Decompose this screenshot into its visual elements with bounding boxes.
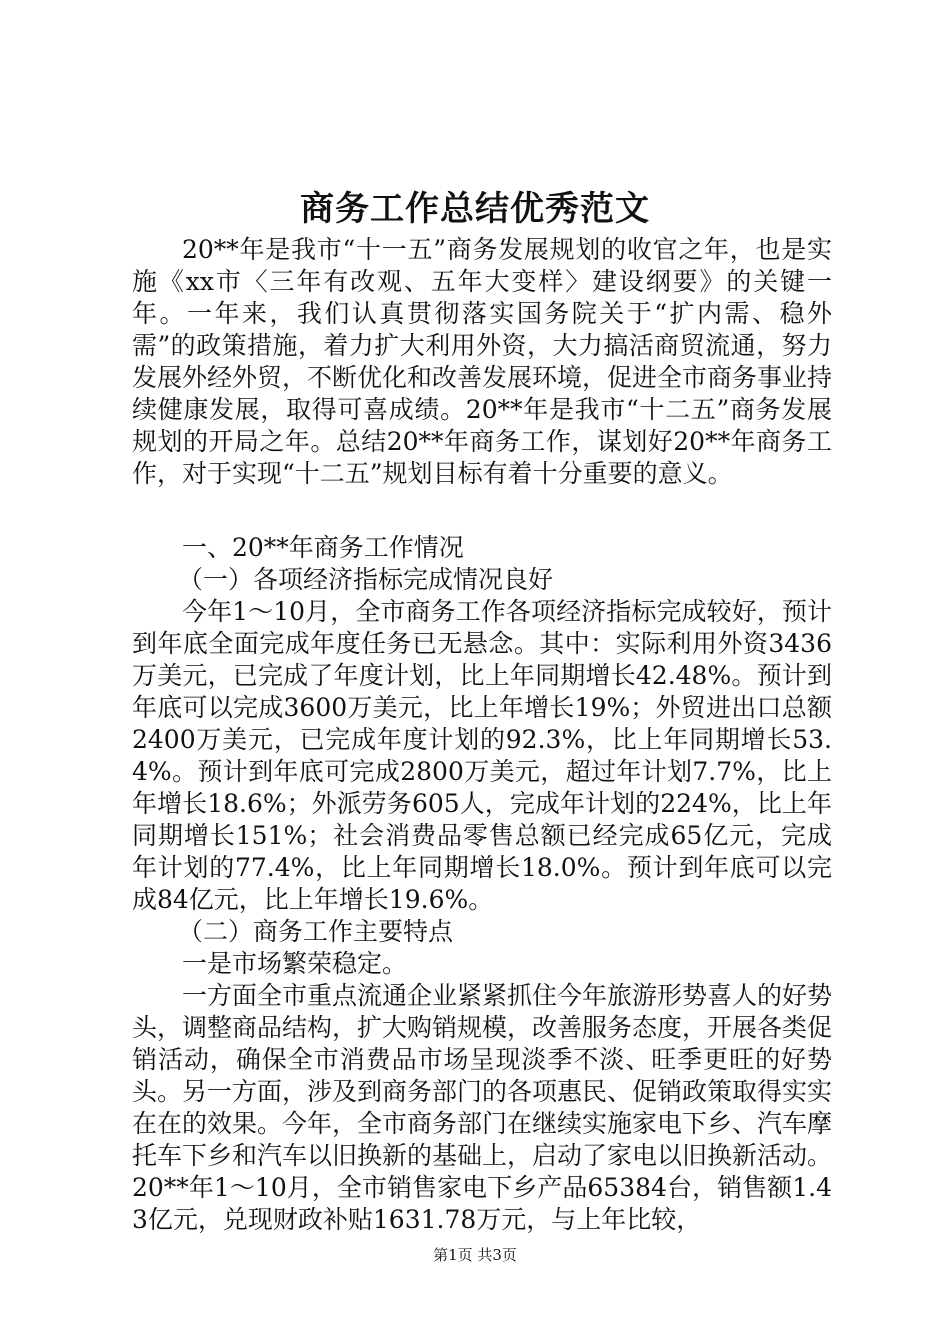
page-footer: 第1页 共3页 xyxy=(433,1246,517,1264)
intro-paragraph: 20**年是我市“十一五”商务发展规划的收官之年，也是实施《xx市〈三年有改观、五年大变样〉建设纲要》的关键一年。一年来，我们认真贯彻落实国务院关于“扩内需、稳外需”的政策措施，着力扩大利用外资，大力搞活商贸流通，努力发展外经外贸，不断优化和改善发展环境，促进全市商务事业持续健康发展，取得可喜成绩。20**年是我市“十二五”商务发展规划的开局之年。总结20**年商务工作，谋划好20**年商务工作，对于实现“十二五”规划目标有着十分重要的意义。 xyxy=(132,235,833,488)
subsection-heading-2: （二）商务工作主要特点 xyxy=(178,917,454,946)
subsection-heading-1: （一）各项经济指标完成情况良好 xyxy=(178,565,554,594)
section-heading: 一、20**年商务工作情况 xyxy=(182,533,464,562)
point-heading-1: 一是市场繁荣稳定。 xyxy=(182,949,408,978)
document-body xyxy=(132,234,832,1236)
document-title: 商务工作总结优秀范文 xyxy=(300,189,650,229)
market-paragraph: 一方面全市重点流通企业紧紧抓住今年旅游形势喜人的好势头，调整商品结构，扩大购销规模，改善服务态度，开展各类促销活动，确保全市消费品市场呈现淡季不淡、旺季更旺的好势头。另一方面，涉及到商务部门的各项惠民、促销政策取得实实在在的效果。今年，全市商务部门在继续实施家电下乡、汽车摩托车下乡和汽车以旧换新的基础上，启动了家电以旧换新活动。20**年1～10月，全市销售家电下乡产品65384台，销售额1.43亿元，兑现财政补贴1631.78万元，与上年比较， xyxy=(132,981,833,1234)
indicators-paragraph: 今年1～10月，全市商务工作各项经济指标完成较好，预计到年底全面完成年度任务已无悬念。其中：实际利用外资3436万美元，已完成了年度计划，比上年同期增长42.48%。预计到年底可以完成3600万美元，比上年增长19%；外贸进出口总额2400万美元，已完成年度计划的92.3%，比上年同期增长53.4%。预计到年底可完成2800万美元，超过年计划7.7%，比上年增长18.6%；外派劳务605人，完成年计划的224%，比上年同期增长151%；社会消费品零售总额已经完成65亿元，完成年计划的77.4%，比上年同期增长18.0%。预计到年底可以完成84亿元，比上年增长19.6%。 xyxy=(132,597,832,914)
paragraph-gap xyxy=(132,490,832,532)
